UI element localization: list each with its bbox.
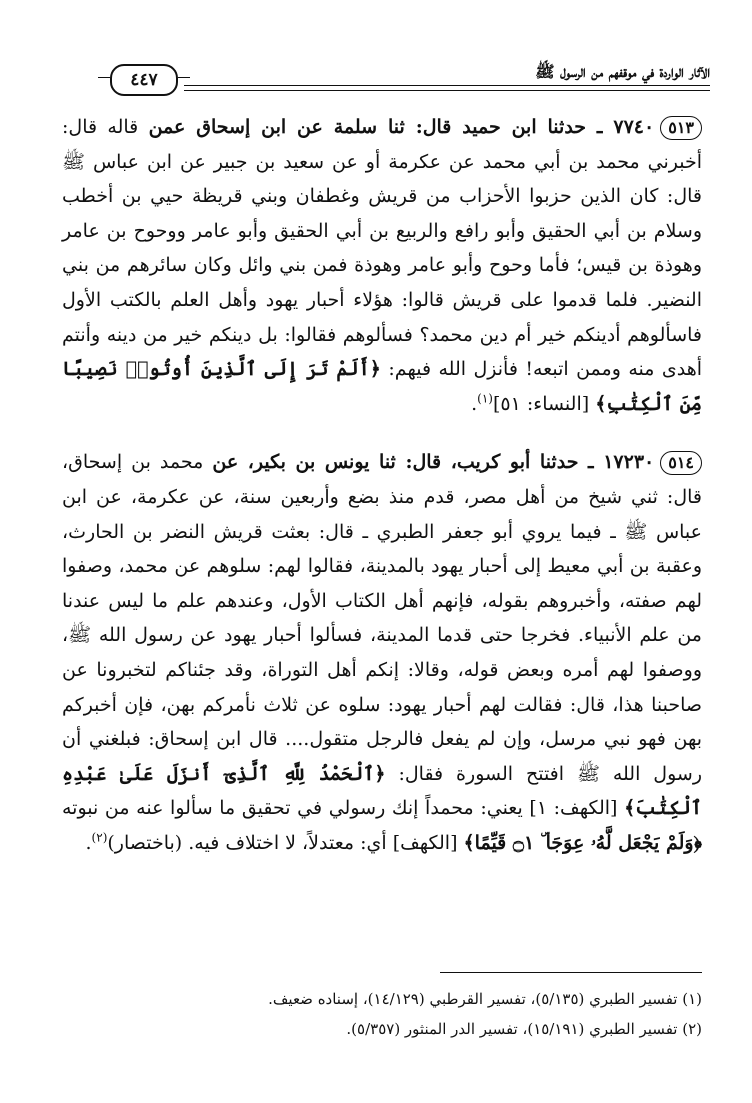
footnote-divider: [440, 972, 702, 973]
footnote: (٢) تفسير الطبري (١٥/١٩١)، تفسير الدر المنثور (٥/٣٥٧).: [346, 1020, 702, 1038]
header-title: الآثار الواردة في موقفهم من الرسول ﷺ: [535, 62, 710, 81]
footnotes: [62, 984, 702, 1044]
hadith-body-continued: أي: معتدلاً، لا اختلاف فيه. (باختصار): [107, 831, 387, 854]
main-text: [62, 110, 702, 884]
footnote-marker: (٢): [91, 830, 108, 845]
running-header: [92, 58, 710, 96]
footnote-marker: (١): [477, 391, 493, 406]
verse-reference: [الكهف: ١]: [529, 797, 618, 820]
hadith-body: قاله قال: أخبرني محمد بن أبي محمد عن عكرمة أو عن سعيد بن جبير عن ابن عباس ﷺ قال: كان الذين حزبوا الأحزاب من قريش وغطفان وبني قريظة حيي بن أخطب وسلام بن أبي الحقيق وأبو رافع والربيع بن أبي الحقيق وأبو عامر ووحوح بن عامر وهوذة بن قيس؛ فأما وحوح وأبو عامر وهوذة فمن بني وائل وكان سائرهم من بني النضير. فلما قدموا على قريش قالوا: هؤلاء أحبار يهود وأهل العلم بالكتب الأول فاسألوهم أدينكم خير أم دين محمد؟ فسألوهم فقالوا: بل دينكم خير من دينه وأنتم أهدى منه وممن اتبعه! فأنزل الله فيهم:: [62, 116, 702, 381]
hadith-intro: ١٧٢٣٠ ـ حدثنا أبو كريب، قال: ثنا يونس بن بكير، عن: [212, 451, 655, 474]
hadith-body-continued: يعني: محمداً إنك رسولي في تحقيق ما سألوا عنه من نبوته: [62, 797, 523, 820]
quran-verse: ﴿وَلَمْ يَجْعَل لَّهُۥ عِوَجَا ۜ ۝١ قَيِّمًا﴾: [463, 831, 702, 854]
quran-verse: ﴿ٱلْحَمْدُ لِلَّهِ ٱلَّذِىٓ أَنزَلَ عَلَىٰ عَبْدِهِ ٱلْكِتَٰبَ﴾: [62, 762, 703, 820]
page-number: ٤٤٧: [110, 64, 178, 96]
hadith-body: محمد بن إسحاق، قال: ثني شيخ من أهل مصر، قدم منذ بضع وأربعين سنة، عن عكرمة، عن ابن عباس ﷺ ـ فيما يروي أبو جعفر الطبري ـ قال: بعثت قريش النضر بن الحارث، وعقبة بن أبي معيط إلى أحبار يهود بالمدينة، فقالوا لهم: سلوهم عن محمد، وصفوا لهم صفته، وأخبروهم بقوله، فإنهم أهل الكتاب الأول، وعندهم علم ما ليس عندنا من علم الأنبياء. فخرجا حتى قدما المدينة، فسألوا أحبار يهود عن رسول الله ﷺ، ووصفوا لهم أمره وبعض قوله، وقالا: إنكم أهل التوراة، وقد جئناكم لتخبرونا عن صاحبنا هذا، قال: فقالت لهم أحبار يهود: سلوه عن ثلاث نأمركم بهن، فإن أخبركم بهن فهو نبي مرسل، وإن لم يفعل فالرجل متقول.... قال ابن إسحاق: فبلغني أن رسول الله ﷺ افتتح السورة فقال:: [62, 451, 702, 785]
hadith-513: [62, 110, 702, 421]
header-rule: [184, 85, 710, 86]
hadith-514: [62, 445, 702, 860]
hadith-intro: ٧٧٤٠ ـ حدثنا ابن حميد قال: ثنا سلمة عن ابن إسحاق عمن: [148, 116, 655, 138]
footnote: (١) تفسير الطبري (٥/١٣٥)، تفسير القرطبي (١٤/١٢٩)، إسناده ضعيف.: [268, 990, 702, 1008]
sentence-end: .: [85, 831, 92, 854]
header-rule: [184, 90, 710, 91]
hadith-number-badge: ٥١٣: [660, 116, 702, 140]
hadith-number-badge: ٥١٤: [660, 451, 702, 475]
sentence-end: .: [471, 392, 478, 415]
verse-reference: [النساء: ٥١]: [492, 392, 590, 415]
verse-reference: [الكهف]: [392, 831, 458, 854]
quran-verse: ﴿أَلَمْ تَرَ إِلَى ٱلَّذِينَ أُوتُوا۟ نَصِيبًا مِّنَ ٱلْكِتَٰبِ﴾: [62, 358, 702, 415]
